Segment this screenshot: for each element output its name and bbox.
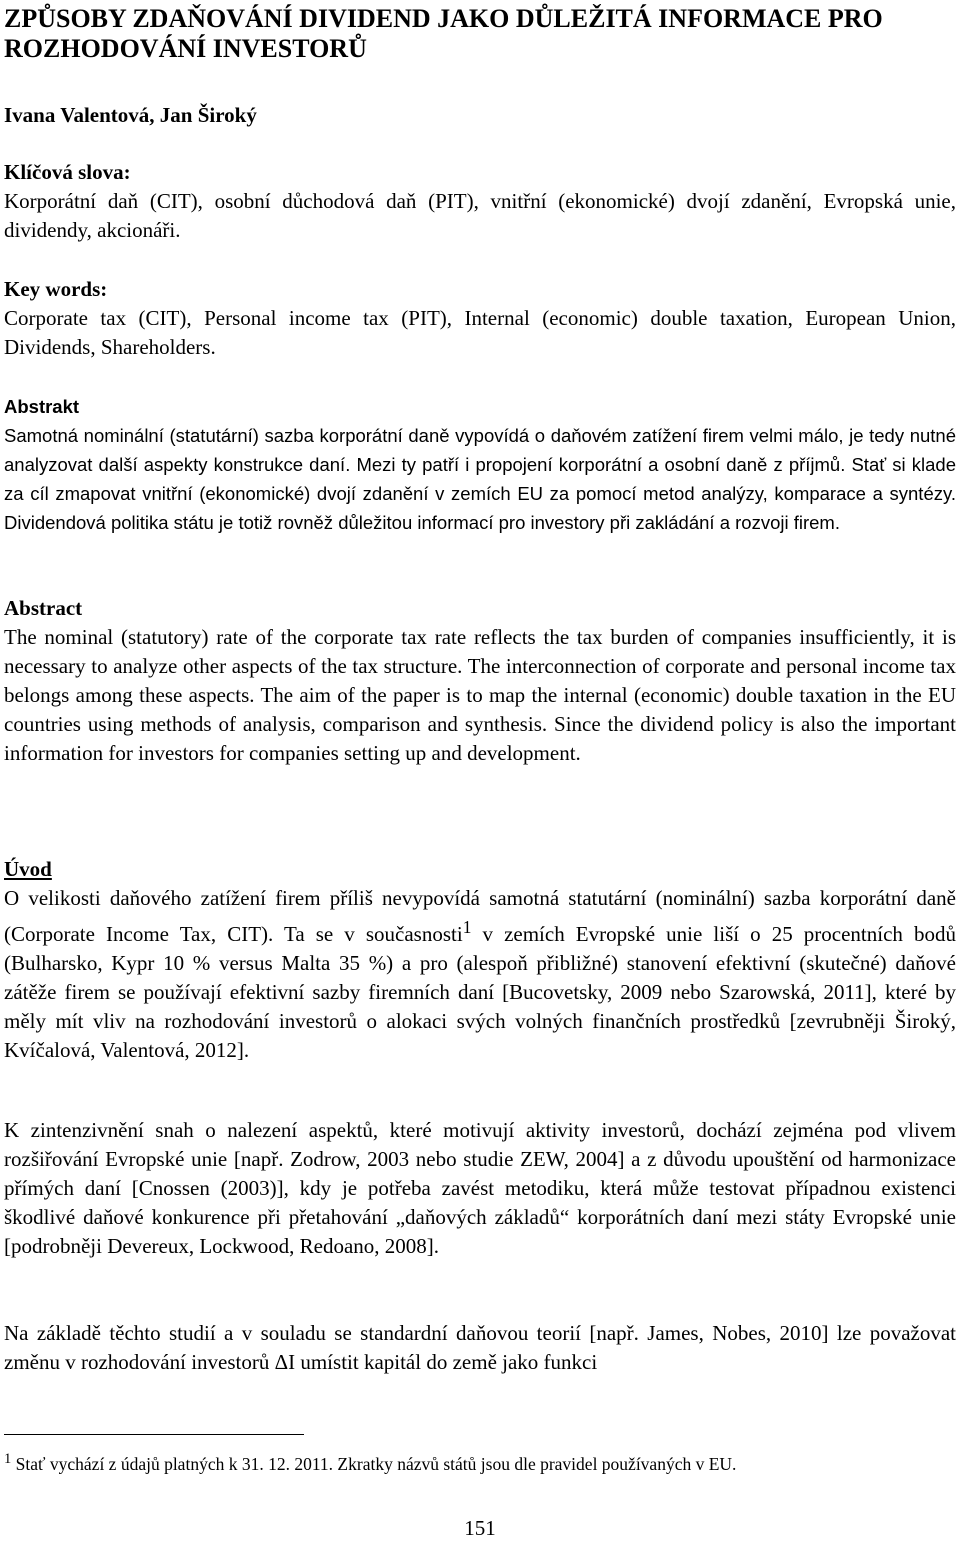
intro-paragraph-2: K zintenzivnění snah o nalezení aspektů, které motivují aktivity investorů, dochází zejména pod vlivem rozšiřování Evropské unie [např. Zodrow, 2003 nebo studie ZEW, 2004] a z důvodu upouštění od harmonizace přímých daní [Cnossen (2003)], kdy je potřeba zavést metodiku, která může testovat případnou existenci škodlivé daňové konkurence při přetahování „daňových základů“ korporátních daní mezi státy Evropské unie [podrobněji Devereux, Lockwood, Redoano, 2008]. xyxy=(4,1118,956,1258)
abstract-en-section xyxy=(4,594,956,768)
paper-title: ZPŮSOBY ZDAŇOVÁNÍ DIVIDEND JAKO DŮLEŽITÁ INFORMACE PRO ROZHODOVÁNÍ INVESTORŮ xyxy=(4,4,883,63)
footnote xyxy=(4,1447,736,1476)
intro-paragraph-3: Na základě těchto studií a v souladu se standardní daňovou teorií [např. James, Nobes, 2010] lze považovat změnu v rozhodování investorů ΔI umístit kapitál do země jako funkci xyxy=(4,1321,956,1374)
abstract-cz-text: Samotná nominální (statutární) sazba korporátní daně vypovídá o daňovém zatížení firem velmi málo, je tedy nutné analyzovat další aspekty konstrukce daní. Mezi ty patří i propojení korporátní a osobní daně z příjmů. Stať si klade za cíl zmapovat vnitřní (ekonomické) dvojí zdanění v zemích EU za pomocí metod analýzy, komparace a syntézy. Dividendová politika státu je totiž rovněž důležitou informací pro investory při zakládání a rozvoji firem. xyxy=(4,425,956,533)
intro-p1-text-a: O velikosti daňového zatížení firem příliš nevypovídá samotná statutární (nominální) sazba korporátní daně (Corporate Income Tax, CIT). Ta se v současnosti xyxy=(4,886,956,946)
abstract-en-text: The nominal (statutory) rate of the corporate tax rate reflects the tax burden of companies insufficiently, it is necessary to analyze other aspects of the tax structure. The interconnection of corporate and personal income tax belongs among these aspects. The aim of the paper is to map the internal (economic) double taxation in the EU countries using methods of analysis, comparison and synthesis. Since the dividend policy is also the important information for investors for companies setting up and development. xyxy=(4,625,956,765)
paper-page xyxy=(4,0,956,1545)
keywords-cz-section xyxy=(4,158,956,245)
keywords-en-heading: Key words: xyxy=(4,277,108,301)
keywords-en-text: Corporate tax (CIT), Personal income tax (PIT), Internal (economic) double taxation, European Union, Dividends, Shareholders. xyxy=(4,306,956,359)
abstract-cz-heading: Abstrakt xyxy=(4,396,80,417)
keywords-cz-text: Korporátní daň (CIT), osobní důchodová daň (PIT), vnitřní (ekonomické) dvojí zdanění, Evropská unie, dividendy, akcionáři. xyxy=(4,189,956,242)
paper-authors: Ivana Valentová, Jan Široký xyxy=(4,103,257,127)
footnote-reference: 1 xyxy=(462,917,472,937)
intro-heading: Úvod xyxy=(4,857,52,881)
intro-paragraph-1 xyxy=(4,886,956,1062)
intro-section xyxy=(4,855,956,1065)
keywords-en-section xyxy=(4,275,956,362)
keywords-cz-heading: Klíčová slova: xyxy=(4,160,131,184)
intro-p1-text-b: v zemích Evropské unie liší o 25 procentních bodů (Bulharsko, Kypr 10 % versus Malta 35 %) a pro (alespoň přibližné) stanovení efektivní (skutečné) daňové zátěže firem se používají efektivní sazby firemních daní [Bucovetsky, 2009 nebo Szarowská, 2011], které by měly mít vliv na rozhodování investorů o alokaci svých volných finančních prostředků [zevrubněji Široký, Kvíčalová, Valentová, 2012]. xyxy=(4,922,956,1062)
page-number: 151 xyxy=(464,1516,496,1540)
footnote-divider xyxy=(4,1434,304,1435)
abstract-en-heading: Abstract xyxy=(4,596,83,620)
footnote-text: Stať vychází z údajů platných k 31. 12. 2011. Zkratky názvů států jsou dle pravidel používaných v EU. xyxy=(11,1453,737,1474)
footnote-mark: 1 xyxy=(4,1451,12,1467)
abstract-cz-section xyxy=(4,392,956,537)
